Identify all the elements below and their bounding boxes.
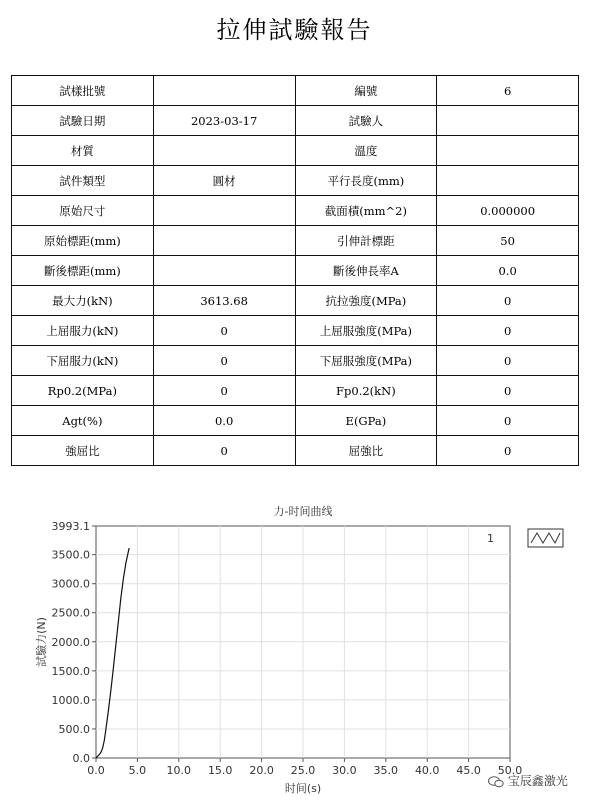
cell-label-right: 編號	[295, 76, 437, 106]
cell-label-left: 強屈比	[12, 436, 154, 466]
chart-title: 力-时间曲线	[273, 505, 333, 518]
cell-label-left: 最大力(kN)	[12, 286, 154, 316]
table-row	[12, 316, 579, 346]
cell-value-right: 0	[437, 376, 579, 406]
y-tick-label: 2500.0	[51, 606, 90, 620]
table-row	[12, 166, 579, 196]
cell-label-left: 下屈服力(kN)	[12, 346, 154, 376]
cell-value-left: 2023-03-17	[153, 106, 295, 136]
cell-value-right	[437, 136, 579, 166]
y-tick-label: 2000.0	[51, 635, 90, 649]
y-tick-label: 500.0	[58, 722, 90, 736]
cell-value-right: 50	[437, 226, 579, 256]
cell-value-right: 0.0	[437, 256, 579, 286]
y-tick-label: 3993.1	[51, 520, 90, 533]
cell-value-left	[153, 226, 295, 256]
cell-value-right: 0.000000	[437, 196, 579, 226]
table-row	[12, 346, 579, 376]
cell-label-right: 截面積(mm^2)	[295, 196, 437, 226]
cell-label-right: 斷後伸長率A	[295, 256, 437, 286]
report-title: 拉伸試驗報告	[216, 16, 373, 44]
x-tick-label: 5.0	[128, 764, 147, 777]
cell-label-right: 平行長度(mm)	[295, 166, 437, 196]
series-label: 1	[487, 532, 494, 545]
table-row	[12, 286, 579, 316]
table-row	[12, 196, 579, 226]
cell-label-right: 引伸計標距	[295, 226, 437, 256]
x-tick-label: 15.0	[207, 764, 233, 777]
cell-value-left: 圓材	[153, 166, 295, 196]
cell-label-left: 原始標距(mm)	[12, 226, 154, 256]
cell-label-left: Agt(%)	[12, 406, 154, 436]
cell-value-left: 0.0	[153, 406, 295, 436]
cell-label-left: 上屈服力(kN)	[12, 316, 154, 346]
x-tick-label: 30.0	[332, 764, 357, 777]
x-tick-label: 50.0	[497, 764, 523, 777]
cell-label-left: Rp0.2(MPa)	[12, 376, 154, 406]
cell-value-left: 3613.68	[153, 286, 295, 316]
x-tick-label: 45.0	[456, 764, 481, 777]
cell-value-left: 0	[153, 316, 295, 346]
cell-label-right: 上屈服強度(MPa)	[295, 316, 437, 346]
cell-label-right: E(GPa)	[295, 406, 437, 436]
cell-value-left: 0	[153, 436, 295, 466]
cell-label-left: 原始尺寸	[12, 196, 154, 226]
force-time-chart	[0, 500, 589, 803]
y-tick-label: 1500.0	[51, 664, 90, 678]
report-table	[11, 75, 579, 466]
cell-label-left: 試樣批號	[12, 76, 154, 106]
cell-value-right: 0	[437, 436, 579, 466]
y-tick-label: 3000.0	[51, 577, 90, 591]
x-tick-label: 25.0	[290, 764, 316, 777]
cell-label-right: 屈強比	[295, 436, 437, 466]
table-row	[12, 256, 579, 286]
table-row	[12, 436, 579, 466]
cell-value-right	[437, 166, 579, 196]
watermark	[488, 772, 568, 789]
cell-value-right: 0	[437, 406, 579, 436]
x-tick-label: 20.0	[249, 764, 274, 777]
cell-label-left: 試件類型	[12, 166, 154, 196]
x-tick-label: 40.0	[414, 764, 440, 777]
cell-value-right: 0	[437, 286, 579, 316]
cell-value-right: 0	[437, 316, 579, 346]
cell-label-right: 溫度	[295, 136, 437, 166]
table-row	[12, 376, 579, 406]
cell-value-left: 0	[153, 346, 295, 376]
cell-label-left: 材質	[12, 136, 154, 166]
cell-value-left: 0	[153, 376, 295, 406]
table-row	[12, 406, 579, 436]
cell-label-right: 試驗人	[295, 106, 437, 136]
cell-value-left	[153, 196, 295, 226]
chart-svg	[0, 500, 589, 803]
cell-value-left	[153, 136, 295, 166]
cell-value-right: 6	[437, 76, 579, 106]
cell-value-left	[153, 256, 295, 286]
table-row	[12, 76, 579, 106]
table-row	[12, 136, 579, 166]
cell-value-right: 0	[437, 346, 579, 376]
y-tick-label: 0.0	[72, 752, 90, 765]
cell-label-left: 斷後標距(mm)	[12, 256, 154, 286]
cell-label-left: 試驗日期	[12, 106, 154, 136]
x-tick-label: 10.0	[166, 764, 192, 777]
cell-label-right: Fp0.2(kN)	[295, 376, 437, 406]
y-axis-label: 試驗力(N)	[35, 617, 48, 667]
wechat-icon	[488, 776, 504, 788]
x-axis-label: 时间(s)	[284, 782, 322, 795]
cell-value-right	[437, 106, 579, 136]
y-tick-label: 1000.0	[51, 693, 90, 707]
y-tick-label: 3500.0	[51, 548, 90, 562]
x-tick-label: 35.0	[373, 764, 399, 777]
table-row	[12, 106, 579, 136]
cell-label-right: 抗拉強度(MPa)	[295, 286, 437, 316]
cell-value-left	[153, 76, 295, 106]
x-tick-label: 0.0	[87, 764, 105, 777]
cell-label-right: 下屈服強度(MPa)	[295, 346, 437, 376]
table-row	[12, 226, 579, 256]
watermark-text: 宝辰鑫激光	[507, 774, 568, 788]
